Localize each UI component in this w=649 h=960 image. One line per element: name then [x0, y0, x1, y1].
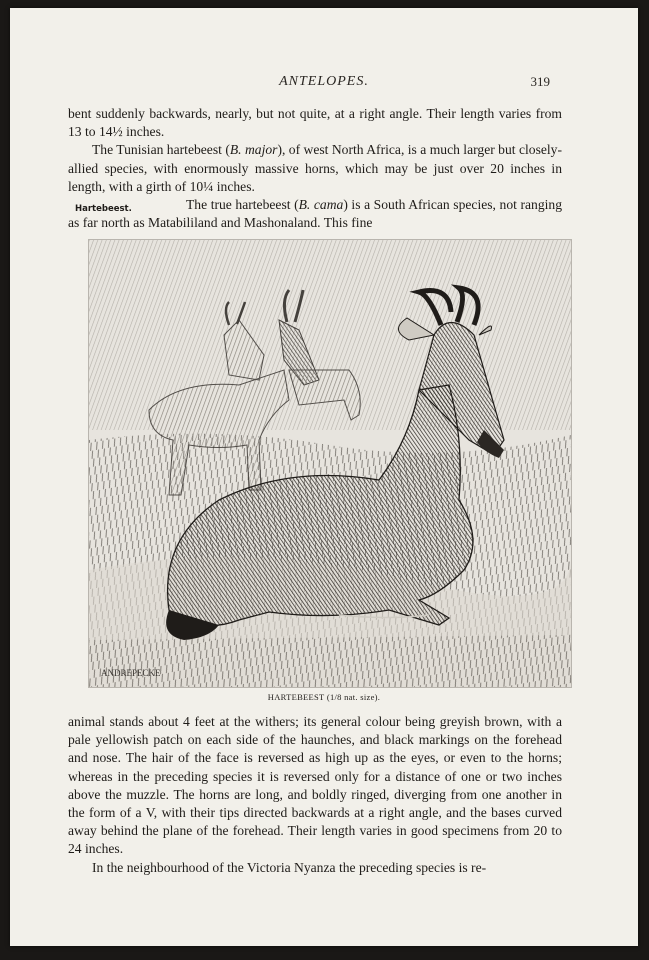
- page-header: [10, 74, 638, 94]
- running-head: ANTELOPES.: [279, 74, 369, 89]
- figure-caption: HARTEBEEST (1/8 nat. size).: [267, 692, 381, 702]
- engraver-signature: ANDREPECKE: [101, 668, 161, 678]
- top-text-block: [68, 105, 562, 232]
- text-run: The true hartebeest (: [186, 197, 299, 213]
- book-page: [10, 8, 638, 946]
- bottom-text-block: [68, 713, 562, 877]
- paragraph-victoria-nyanza: In the neighbourhood of the Victoria Nyanza the preceding species is re-: [92, 859, 487, 875]
- species-name: B. major: [229, 142, 278, 158]
- paragraph-continuation: bent suddenly backwards, nearly, but not quite, at a right angle. Their length varies from 13 to 14½ inches.: [68, 106, 562, 140]
- text-run: ) is a South African species, not ranging as far north as Matabililand and Mashonaland. This fine: [68, 197, 562, 231]
- text-run: ), of west North Africa, is a much larger but closely-allied species, with enormously massive horns, which may be just over 20 inches in length, with a girth of 10¼ inches.: [68, 142, 562, 194]
- hartebeest-engraving: [89, 240, 571, 687]
- paragraph-description: animal stands about 4 feet at the withers; its general colour being greyish brown, with a pale yellowish patch on each side of the haunches, and black markings on the forehead and nose. The hair of the face is reversed as high up as the eyes, or even to the horns; whereas in the preceding species it is reversed only for a distance of one or two inches above the muzzle. The horns are long, and boldly ringed, diverging from one another in the form of a V, with their tips directed backwards at a right angle, and the bases curved away behind the plane of the forehead. Their length varies in good specimens from 20 to 24 inches.: [68, 714, 562, 857]
- paragraph-true-hartebeest: [68, 196, 562, 232]
- side-heading: Hartebeest.: [75, 204, 132, 214]
- species-name: B. cama: [298, 197, 344, 213]
- paragraph-tunisian-hartebeest: [68, 141, 562, 196]
- text-run: The Tunisian hartebeest (: [92, 142, 230, 158]
- page-number: 319: [530, 74, 550, 89]
- engraving-figure: [88, 239, 572, 688]
